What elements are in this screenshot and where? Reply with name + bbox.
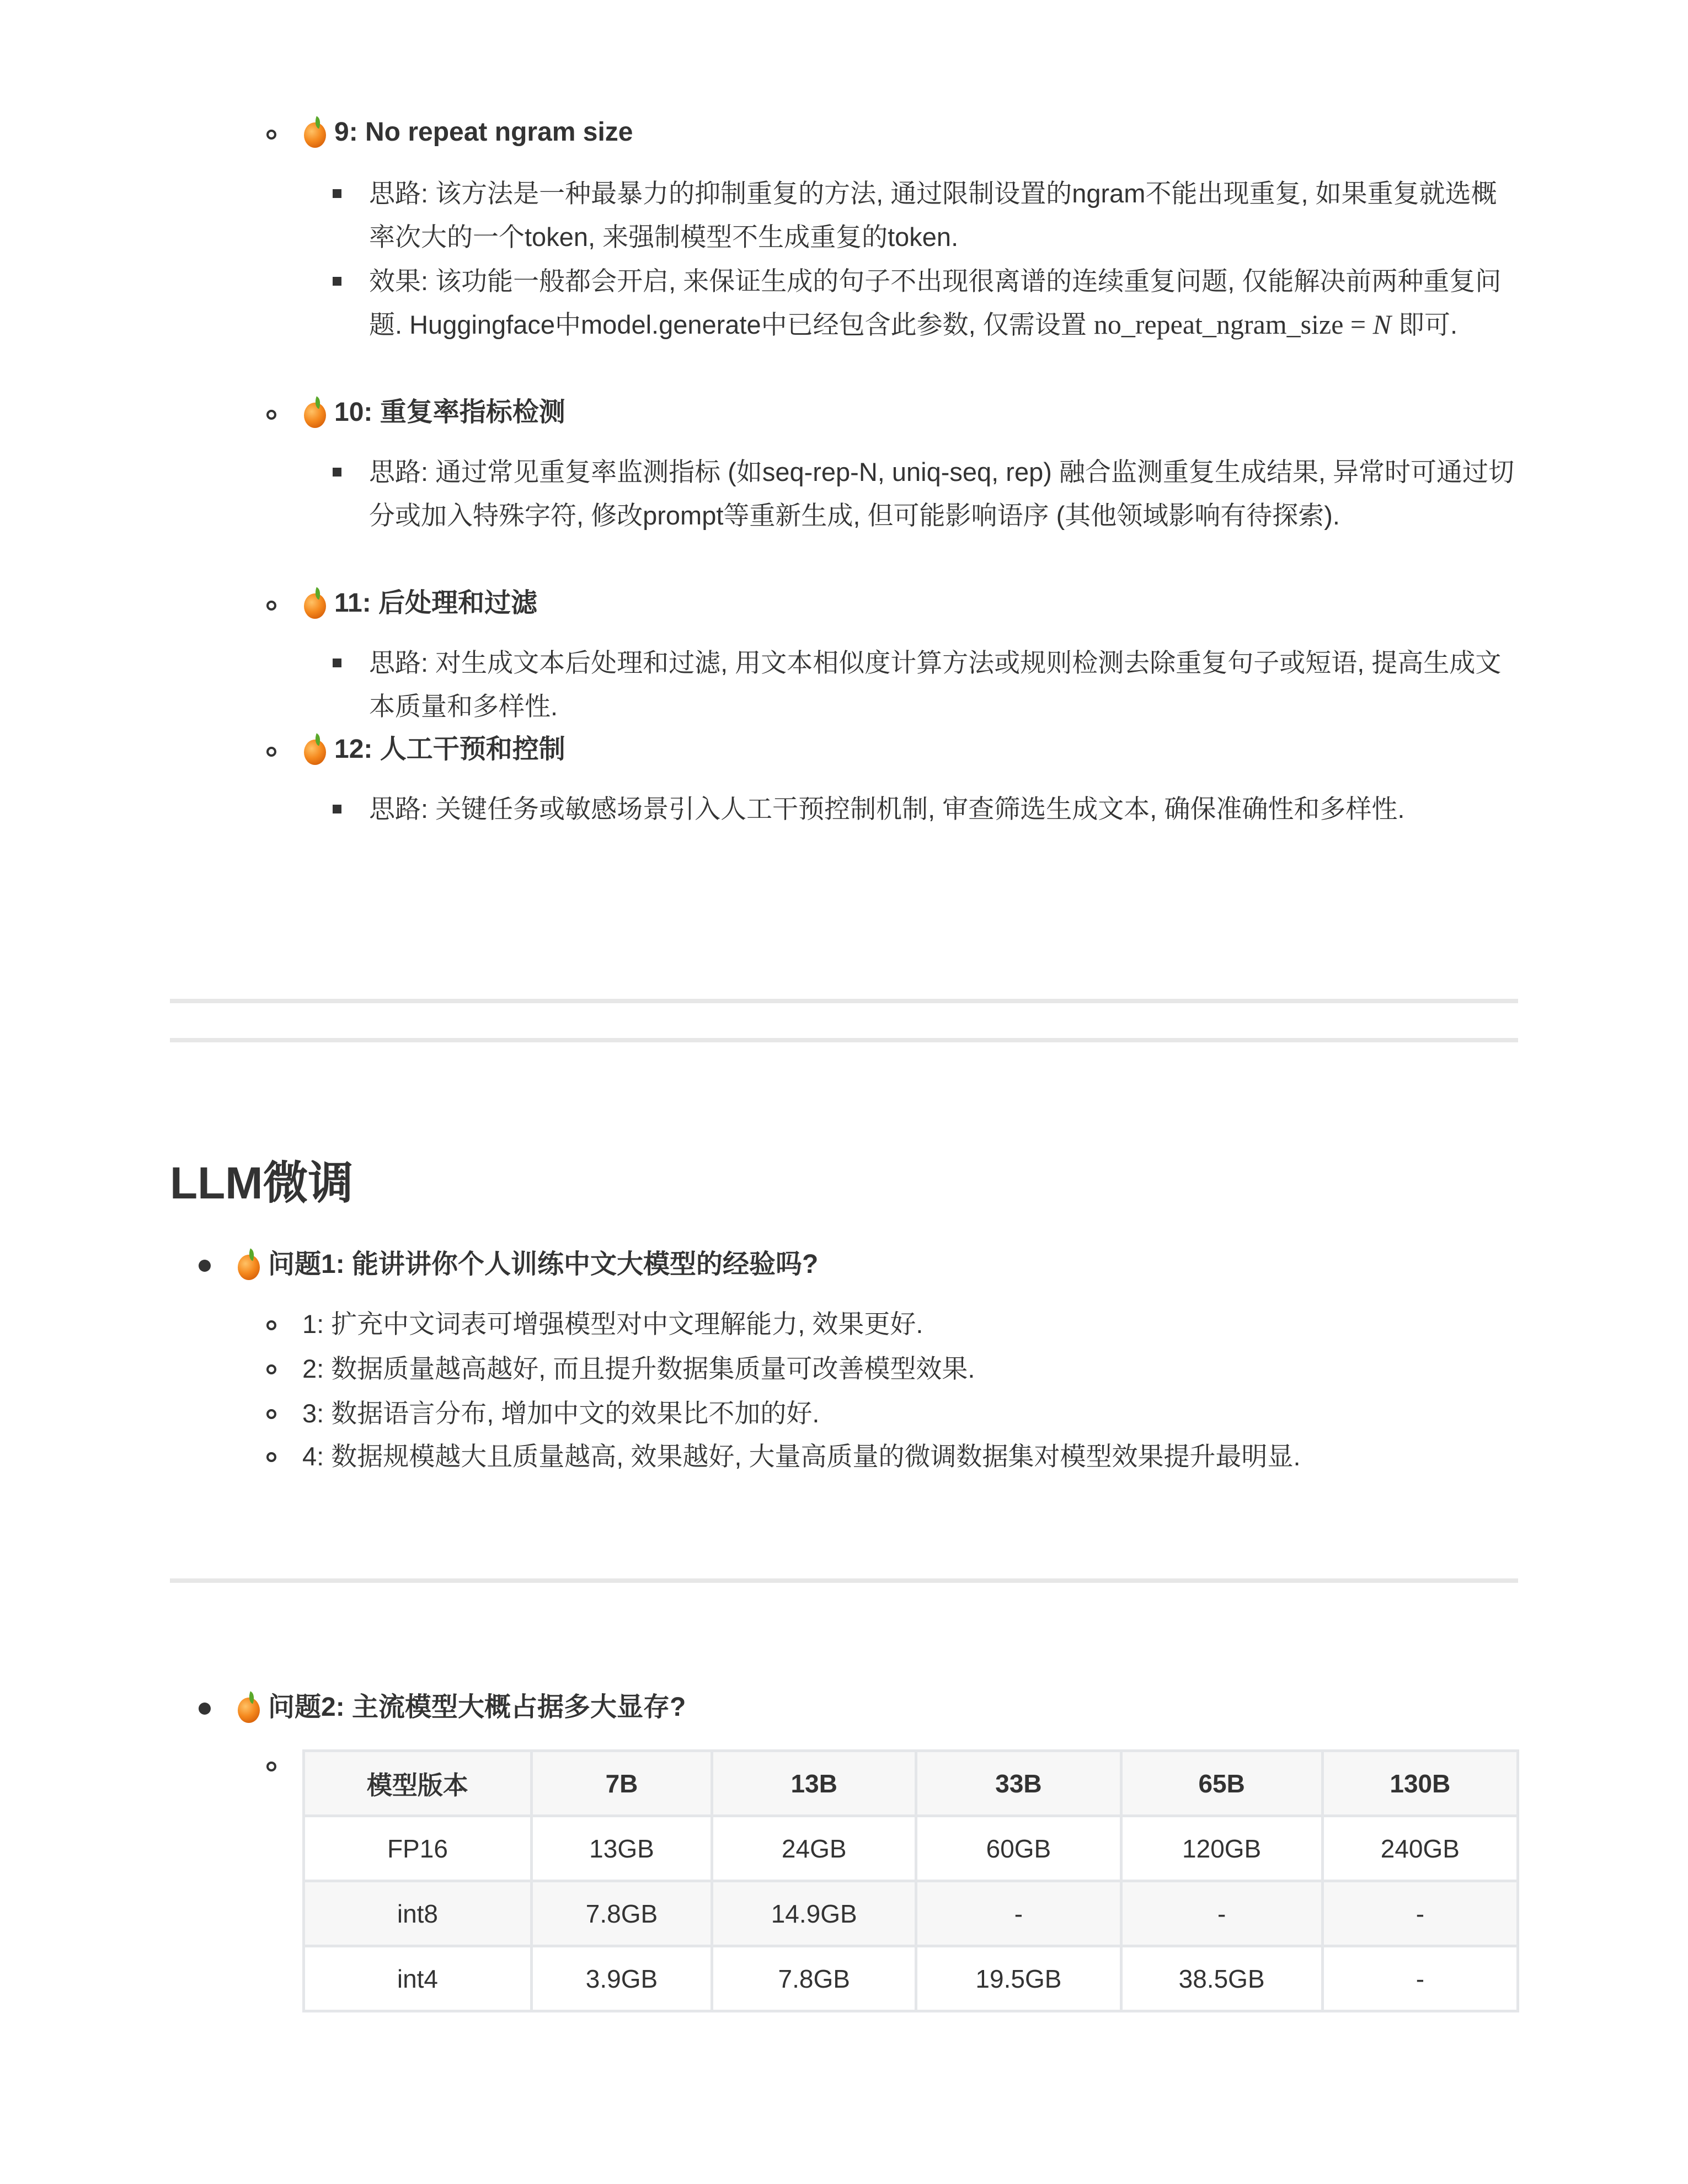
question-2-heading bbox=[236, 1685, 686, 1730]
table-cell: 24GB bbox=[712, 1816, 916, 1881]
item-10-idea: 思路: 通过常见重复率监测指标 (如seq-rep-N, uniq-seq, rep) 融合监测重复生成结果, 异常时可通过切分或加入特殊字符, 修改prompt等重新生成, 但可能影响语序 (其他领域影响有待探索). bbox=[369, 457, 1515, 530]
orange-icon bbox=[236, 1249, 261, 1280]
circle-bullet bbox=[266, 1409, 276, 1419]
effect-tail: 即可. bbox=[1391, 310, 1458, 339]
item-12-idea: 思路: 关键任务或敏感场景引入人工干预控制机制, 审查筛选生成文本, 确保准确性和多样性. bbox=[369, 794, 1405, 823]
table-cell: 60GB bbox=[916, 1816, 1121, 1881]
table-header-row bbox=[304, 1751, 1518, 1816]
table-header: 65B bbox=[1121, 1751, 1322, 1816]
table-header: 7B bbox=[531, 1751, 712, 1816]
answer-item: 4: 数据规模越大且质量越高, 效果越好, 大量高质量的微调数据集对模型效果提升最明显. bbox=[302, 1442, 1301, 1471]
question-title: 问题1: 能讲讲你个人训练中文大模型的经验吗? bbox=[268, 1250, 819, 1279]
square-bullet bbox=[333, 277, 341, 286]
table-cell: 19.5GB bbox=[916, 1946, 1121, 2011]
question-1-heading bbox=[236, 1243, 818, 1287]
item-11-heading bbox=[302, 581, 537, 625]
table-row bbox=[304, 1946, 1518, 2011]
orange-icon bbox=[236, 1692, 261, 1723]
table-cell: - bbox=[1322, 1946, 1518, 2011]
orange-icon bbox=[302, 117, 328, 148]
item-title: 11: 后处理和过滤 bbox=[334, 588, 538, 618]
square-bullet bbox=[333, 468, 341, 477]
section-heading: LLM微调 bbox=[170, 1158, 354, 1208]
table-header: 33B bbox=[916, 1751, 1121, 1816]
answer-item: 1: 扩充中文词表可增强模型对中文理解能力, 效果更好. bbox=[302, 1309, 923, 1339]
answer-item: 2: 数据质量越高越好, 而且提升数据集质量可改善模型效果. bbox=[302, 1354, 975, 1383]
item-12-heading bbox=[302, 727, 565, 772]
orange-icon bbox=[302, 734, 328, 765]
divider bbox=[170, 1578, 1518, 1583]
orange-icon bbox=[302, 397, 328, 428]
table-header: 模型版本 bbox=[304, 1751, 532, 1816]
table-cell: int8 bbox=[304, 1881, 532, 1946]
item-title: 9: No repeat ngram size bbox=[334, 117, 633, 147]
table-cell: int4 bbox=[304, 1946, 532, 2011]
item-9-heading bbox=[302, 110, 633, 154]
circle-bullet bbox=[266, 747, 276, 757]
table-cell: 120GB bbox=[1121, 1816, 1322, 1881]
memory-table bbox=[302, 1749, 1519, 2012]
item-10-heading bbox=[302, 390, 565, 435]
item-9-effect bbox=[369, 259, 1522, 346]
disc-bullet bbox=[199, 1260, 211, 1272]
circle-bullet bbox=[266, 1320, 276, 1330]
circle-bullet bbox=[266, 410, 276, 420]
table-cell: FP16 bbox=[304, 1816, 532, 1881]
table-cell: - bbox=[916, 1881, 1121, 1946]
table-cell: 7.8GB bbox=[531, 1881, 712, 1946]
table-cell: - bbox=[1121, 1881, 1322, 1946]
circle-bullet bbox=[266, 1364, 276, 1374]
square-bullet bbox=[333, 805, 341, 813]
circle-bullet bbox=[266, 1762, 276, 1771]
question-title: 问题2: 主流模型大概占据多大显存? bbox=[268, 1693, 686, 1722]
circle-bullet bbox=[266, 601, 276, 611]
item-title: 10: 重复率指标检测 bbox=[334, 398, 565, 427]
item-title: 12: 人工干预和控制 bbox=[334, 735, 565, 764]
divider bbox=[170, 999, 1518, 1003]
table-header: 13B bbox=[712, 1751, 916, 1816]
table-cell: 3.9GB bbox=[531, 1946, 712, 2011]
effect-text: 效果: 该功能一般都会开启, 来保证生成的句子不出现很离谱的连续重复问题, 仅能解决前两种重复问题. Huggingface中model.generate中已经包含此参数, 仅需设置 bbox=[369, 266, 1502, 339]
disc-bullet bbox=[199, 1703, 211, 1715]
table-cell: 7.8GB bbox=[712, 1946, 916, 2011]
square-bullet bbox=[333, 659, 341, 667]
table-cell: 14.9GB bbox=[712, 1881, 916, 1946]
table-row bbox=[304, 1881, 1518, 1946]
divider bbox=[170, 1038, 1518, 1042]
math-formula: no_repeat_ngram_size = N bbox=[1093, 309, 1391, 340]
table-header: 130B bbox=[1322, 1751, 1518, 1816]
table-row bbox=[304, 1816, 1518, 1881]
answer-item: 3: 数据语言分布, 增加中文的效果比不加的好. bbox=[302, 1399, 820, 1428]
circle-bullet bbox=[266, 1452, 276, 1462]
circle-bullet bbox=[266, 130, 276, 140]
square-bullet bbox=[333, 189, 341, 198]
item-9-idea: 思路: 该方法是一种最暴力的抑制重复的方法, 通过限制设置的ngram不能出现重复, 如果重复就选概率次大的一个token, 来强制模型不生成重复的token. bbox=[369, 179, 1497, 251]
table-cell: 240GB bbox=[1322, 1816, 1518, 1881]
orange-icon bbox=[302, 588, 328, 619]
item-11-idea: 思路: 对生成文本后处理和过滤, 用文本相似度计算方法或规则检测去除重复句子或短语, 提高生成文本质量和多样性. bbox=[369, 648, 1502, 721]
table-cell: - bbox=[1322, 1881, 1518, 1946]
table-cell: 13GB bbox=[531, 1816, 712, 1881]
table-cell: 38.5GB bbox=[1121, 1946, 1322, 2011]
